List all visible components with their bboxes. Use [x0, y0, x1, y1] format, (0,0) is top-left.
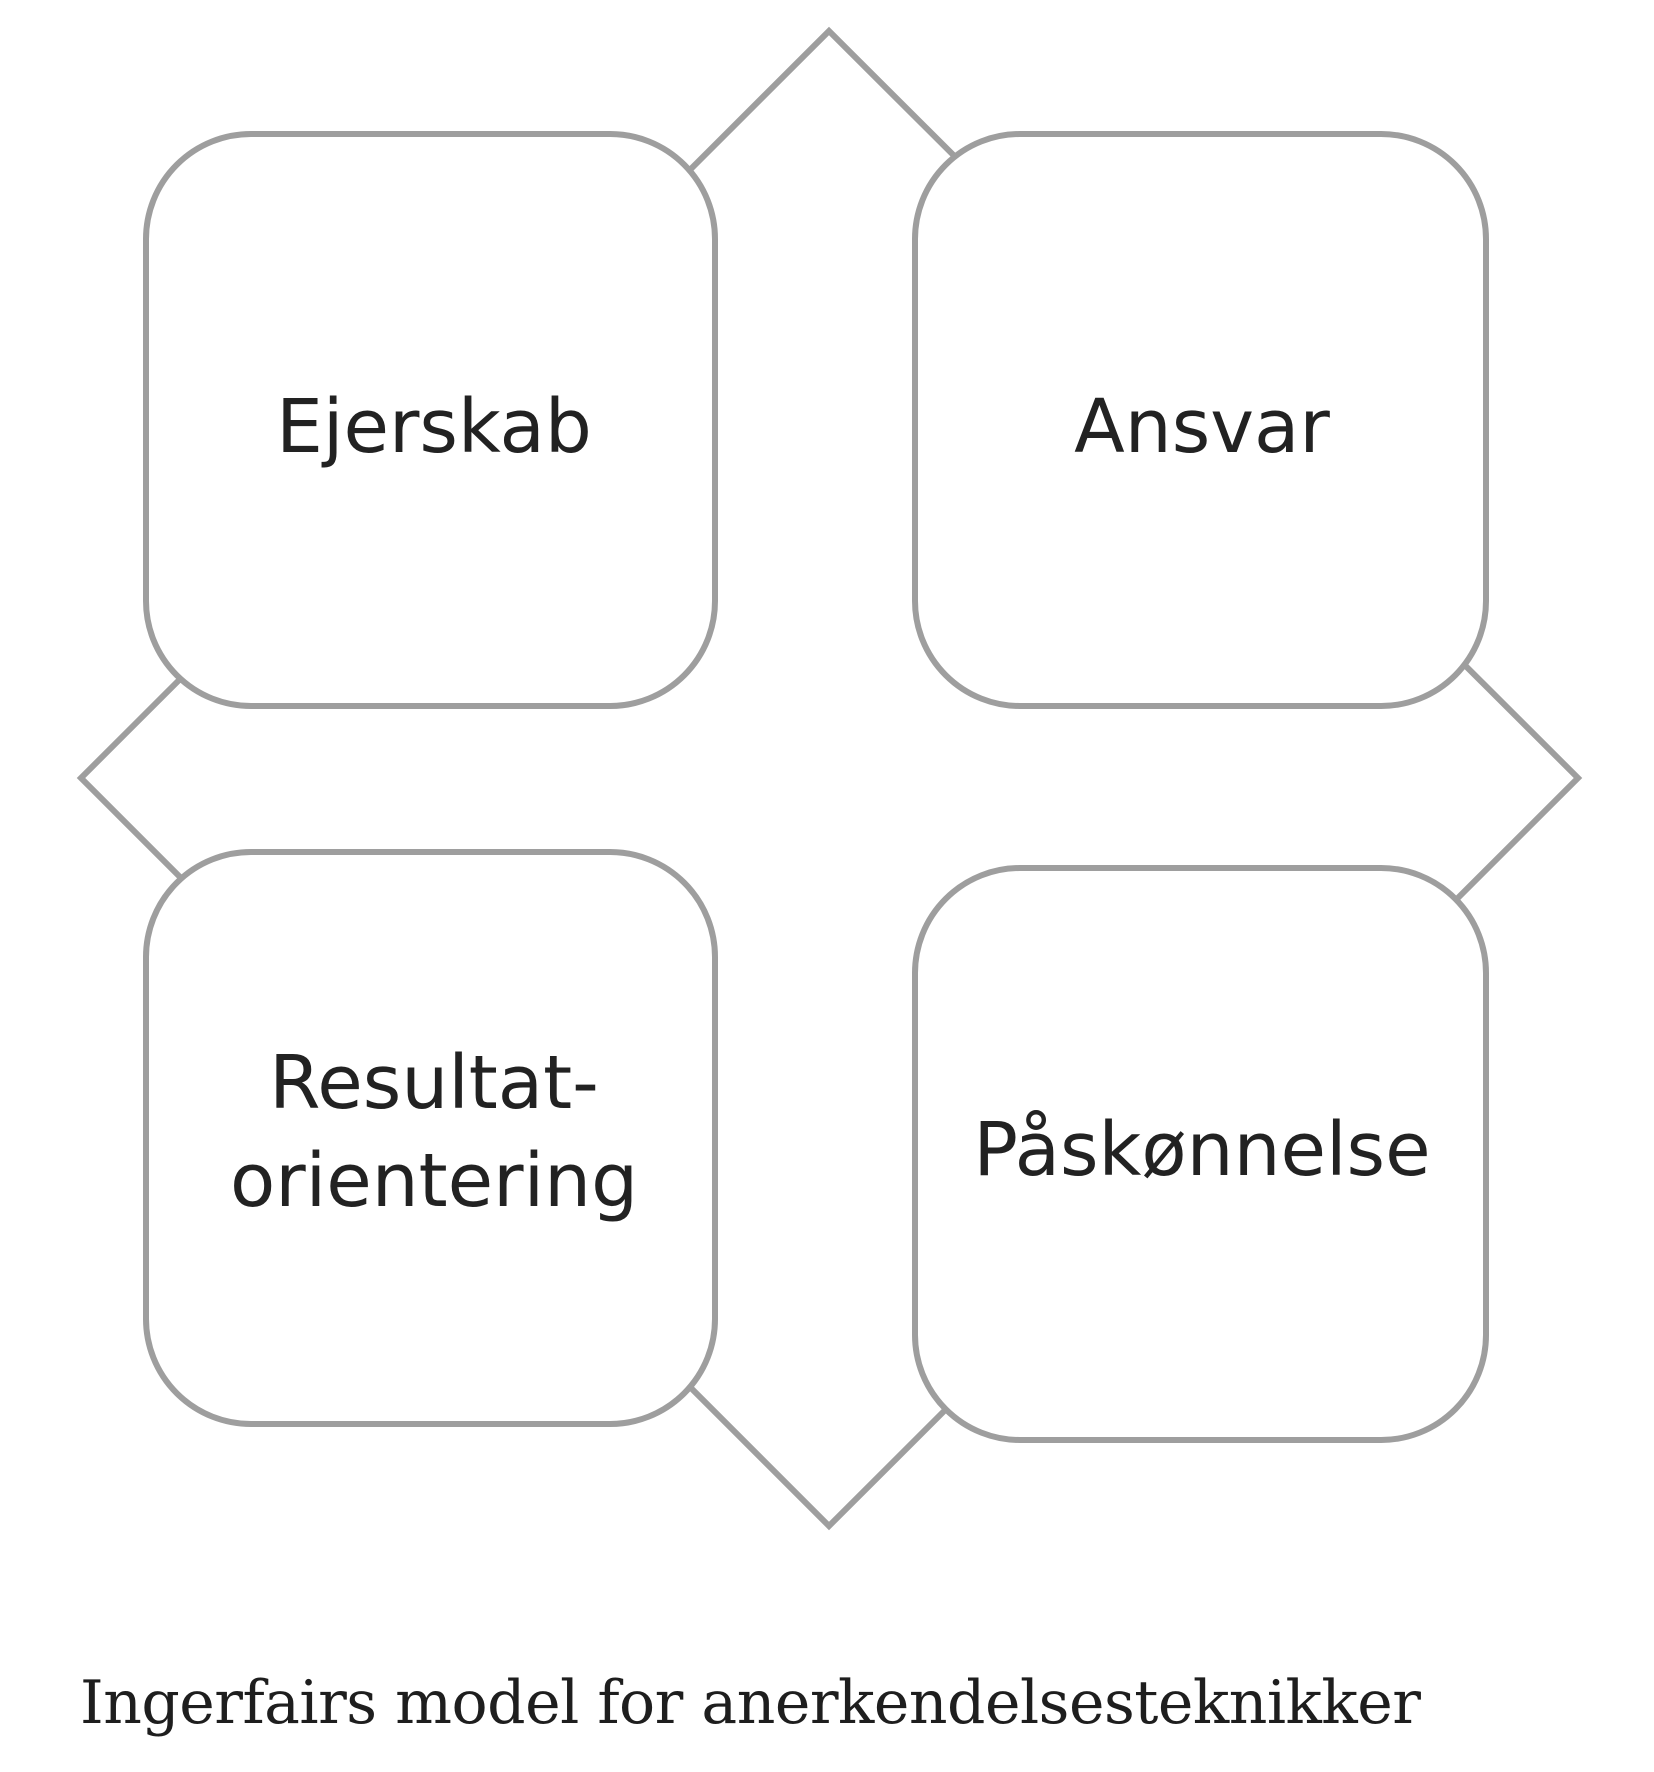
box-resultatorientering [146, 852, 715, 1424]
box-ejerskab-label: Ejerskab [276, 384, 592, 470]
box-ansvar-label: Ansvar [1074, 384, 1330, 470]
box-ansvar [915, 134, 1486, 706]
box-ejerskab [146, 134, 715, 706]
figure-caption: Ingerfairs model for anerkendelsesteknikker [80, 1668, 1421, 1738]
box-paaskonnelse-label: Påskønnelse [973, 1107, 1431, 1193]
box-resultatorientering-label-line1: Resultat- [269, 1040, 599, 1126]
box-paaskonnelse [915, 868, 1486, 1440]
box-resultatorientering-label-line2: orientering [229, 1138, 639, 1224]
